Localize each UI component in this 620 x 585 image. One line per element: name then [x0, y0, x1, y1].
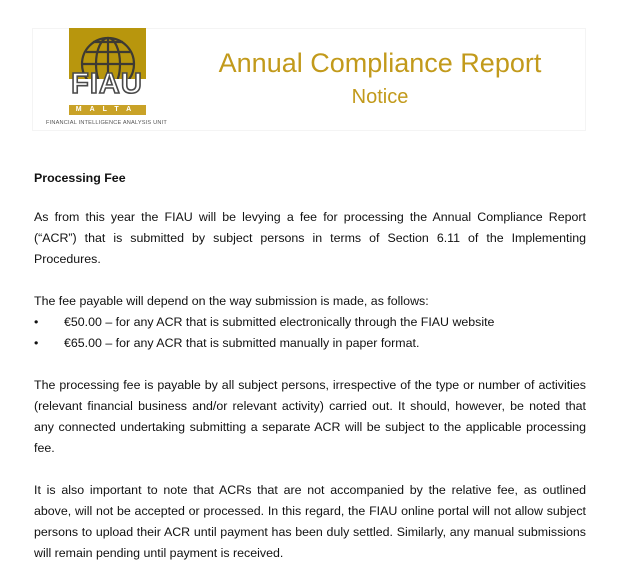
- list-item: [34, 333, 586, 354]
- section-heading: Processing Fee: [34, 171, 126, 185]
- logo-caption: FINANCIAL INTELLIGENCE ANALYSIS UNIT: [46, 120, 167, 126]
- list-item: [34, 312, 586, 333]
- bullet-icon: •: [34, 336, 39, 350]
- logo-country: MALTA: [69, 105, 146, 115]
- bullet-icon: •: [34, 315, 39, 329]
- logo-wordmark: FIAU: [71, 68, 143, 100]
- fee-electronic: €50.00 – for any ACR that is submitted electronically through the FIAU website: [64, 315, 495, 329]
- paragraph-applicability: The processing fee is payable by all subject persons, irrespective of the type or number of activities (relevant financial business and/or relevant activity) carried out. It should, however, be noted that any connected undertaking submitting a separate ACR will be subject to the applicable processing fee.: [34, 378, 586, 455]
- fiau-logo: [36, 28, 171, 132]
- document-title: Annual Compliance Report: [218, 48, 542, 78]
- document-subtitle: Notice: [351, 86, 409, 108]
- paragraph-acceptance: It is also important to note that ACRs that are not accompanied by the relative fee, as outlined above, will not be accepted or processed. In this regard, the FIAU online portal will not allow subject persons to upload their ACR until payment has been duly settled. Similarly, any manual submissions will remain pending until payment is received.: [34, 483, 586, 560]
- paragraph-intro: As from this year the FIAU will be levying a fee for processing the Annual Compliance Report (“ACR”) that is submitted by subject persons in terms of Section 6.11 of the Implementing Procedures.: [34, 210, 586, 266]
- document-body: [34, 168, 586, 585]
- fee-list: [34, 312, 586, 354]
- paragraph-fee-basis: The fee payable will depend on the way submission is made, as follows:: [34, 294, 429, 308]
- fee-paper: €65.00 – for any ACR that is submitted manually in paper format.: [64, 336, 420, 350]
